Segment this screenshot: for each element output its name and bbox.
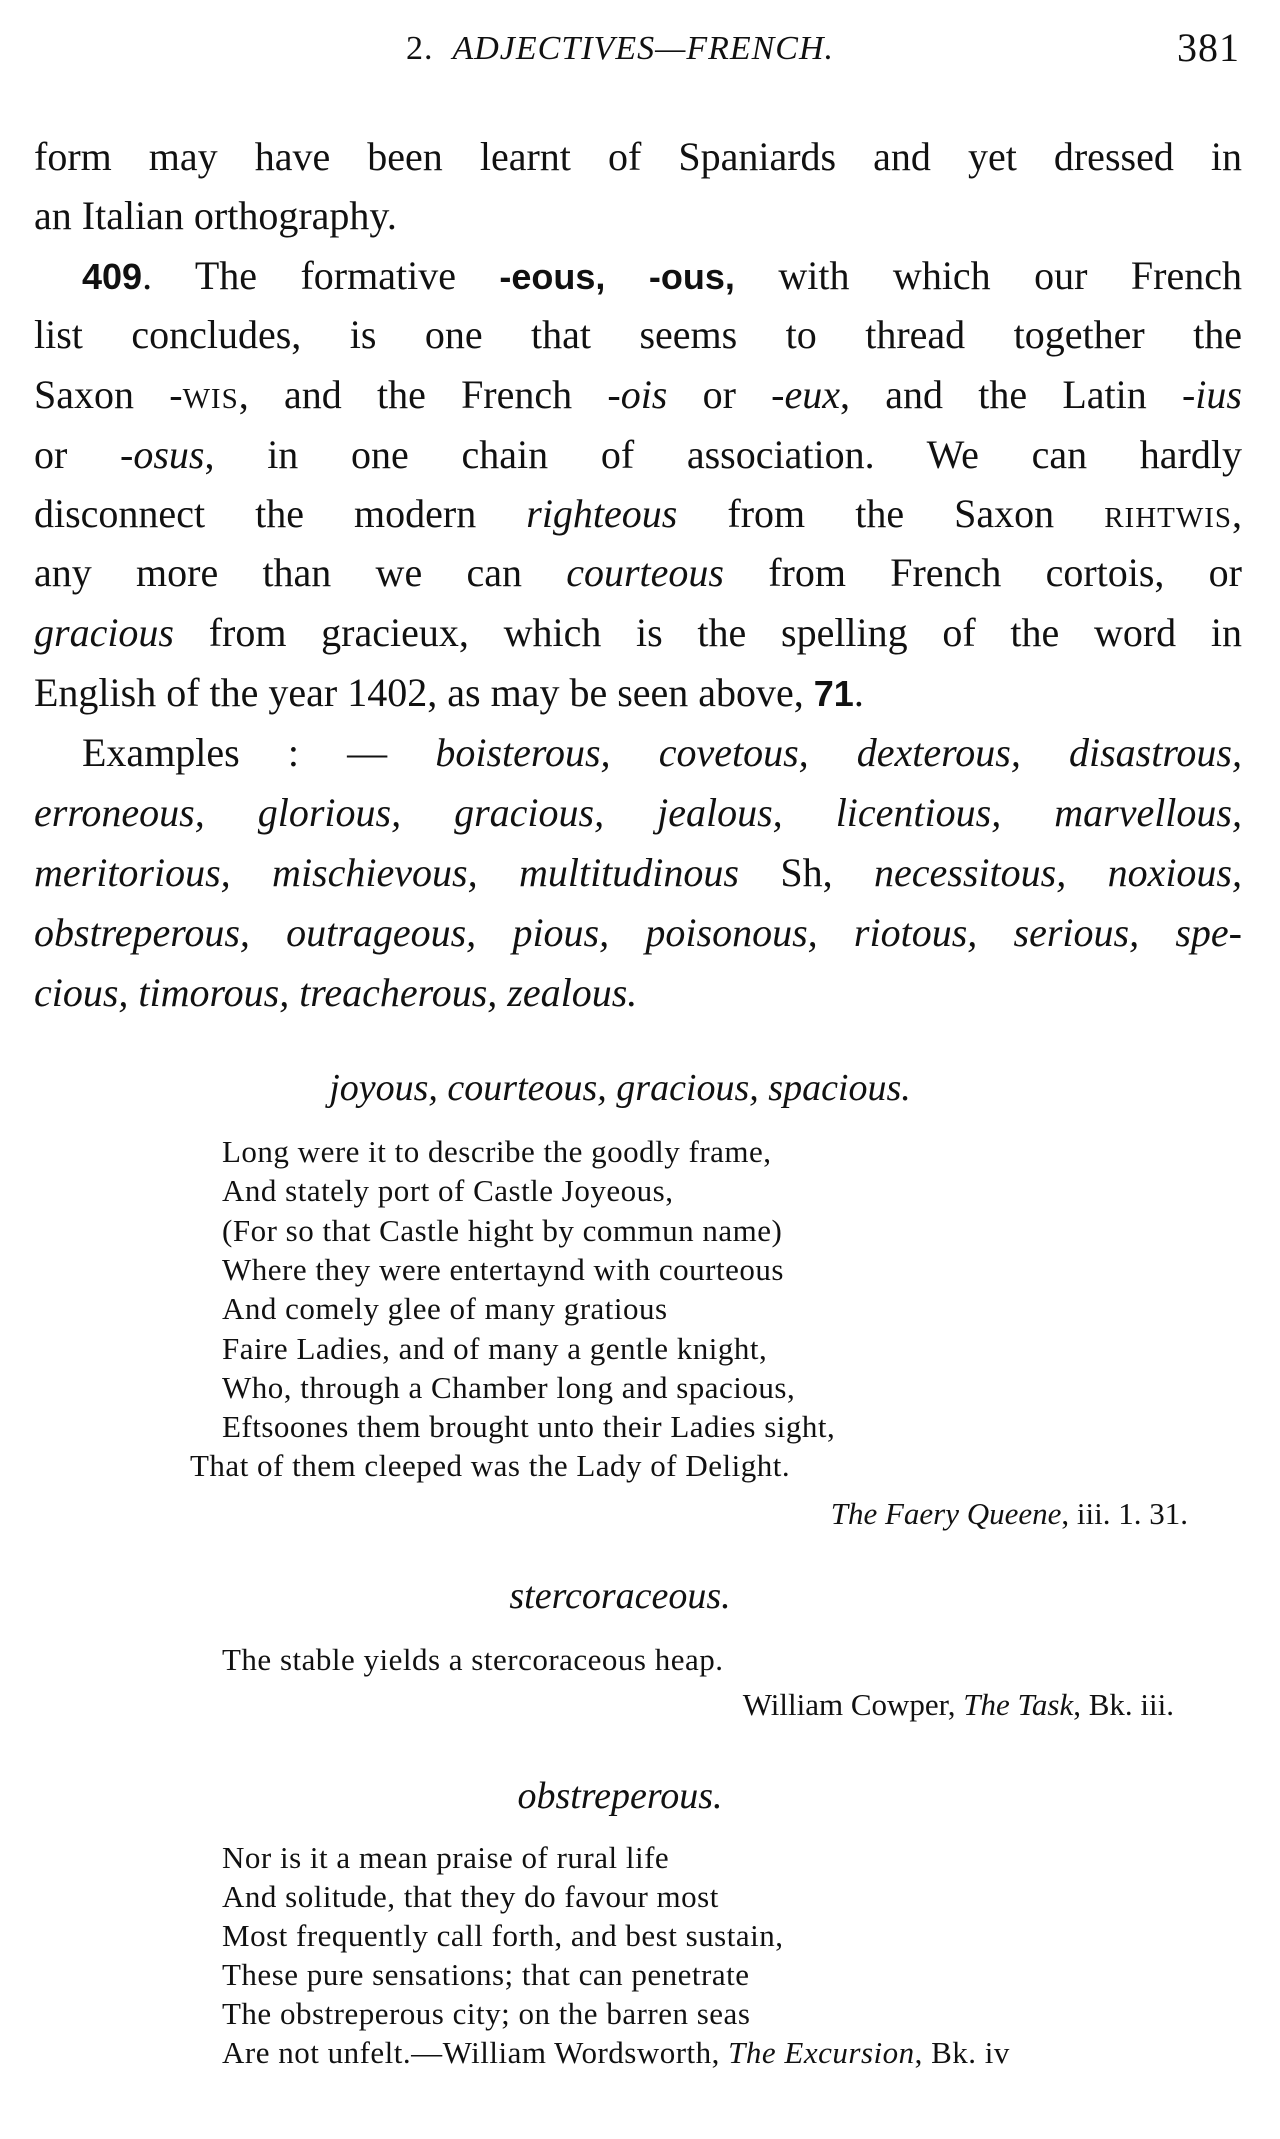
- italic-text: obstreperous, outrageous, pious, poisonous, riotous, serious, spe-: [34, 910, 1242, 955]
- body-line: [34, 132, 1242, 182]
- bold-text: 71: [813, 673, 854, 714]
- body-line: [34, 489, 1242, 543]
- text: Sh,: [738, 850, 874, 895]
- poem-line: Eftsoones them brought unto their Ladies sight,: [222, 1409, 836, 1445]
- text: Saxon -: [34, 372, 183, 417]
- text: from the Saxon: [677, 491, 1105, 536]
- text: . The formative: [142, 253, 500, 298]
- body-line: [34, 370, 1242, 424]
- text: an Italian orthography.: [34, 193, 397, 238]
- text: or: [667, 372, 772, 417]
- header-section-title: ADJECTIVES—FRENCH.: [452, 30, 835, 67]
- header-section-number: 2.: [405, 30, 434, 67]
- text: ,: [1232, 491, 1243, 536]
- poem-line: (For so that Castle hight by commun name): [222, 1212, 783, 1248]
- attribution-author: William Cowper,: [742, 1687, 964, 1722]
- small-caps-text: WIS: [182, 383, 239, 415]
- text: 1402: [347, 670, 428, 715]
- poem-line: And solitude, that they do favour most: [222, 1879, 719, 1914]
- body-line: [34, 968, 1242, 1018]
- text: from French cortois, or: [723, 550, 1242, 595]
- body-line: [34, 788, 1242, 838]
- italic-text: boisterous, covetous, dexterous, disastrous,: [435, 730, 1242, 775]
- attribution-ref: , Bk. iv: [914, 2035, 1010, 2070]
- poem-line: Where they were entertaynd with courteous: [222, 1251, 784, 1287]
- text: form may have been learnt of Spaniards and yet dressed in: [34, 134, 1242, 179]
- text: list concludes, is one that seems to thread together the: [34, 312, 1242, 357]
- italic-text: cious, timorous, treacherous, zealous.: [34, 970, 638, 1015]
- text: any more than we can: [34, 550, 567, 595]
- text: , in one chain of association. We can hardly: [204, 432, 1242, 477]
- poem-line: [222, 2034, 1010, 2072]
- poem-line: Who, through a Chamber long and spacious,: [222, 1369, 796, 1405]
- attribution-cowper: [743, 1687, 1174, 1723]
- poem-line: Most frequently call forth, and best sustain,: [222, 1918, 784, 1953]
- text: Examples : —: [82, 730, 436, 775]
- attribution-title: The Faery Queene: [830, 1496, 1062, 1531]
- body-line: [34, 608, 1242, 658]
- italic-text: -eux: [771, 372, 840, 417]
- poem-line-text: Are not unfelt.—William Wordsworth,: [222, 2035, 729, 2070]
- text: , and the Latin: [840, 372, 1182, 417]
- body-line: [34, 310, 1242, 360]
- body-line: [34, 430, 1242, 480]
- body-line: [34, 908, 1242, 958]
- poem-line: Nor is it a mean praise of rural life: [222, 1840, 670, 1875]
- text: English of the year: [34, 670, 348, 715]
- text: from gracieux, which is the spelling of the word in: [174, 610, 1242, 655]
- page-number: 381: [1177, 25, 1240, 70]
- body-line: [82, 251, 1242, 302]
- poem-line: And stately port of Castle Joyeous,: [222, 1173, 674, 1209]
- attribution-ref: , Bk. iii.: [1073, 1687, 1174, 1722]
- section-heading-obstreperous: obstreperous.: [517, 1775, 723, 1817]
- italic-text: courteous: [566, 550, 724, 595]
- attribution-title: The Task: [963, 1687, 1074, 1722]
- attribution-title: The Excursion: [728, 2035, 915, 2070]
- cowper-quote: The stable yields a stercoraceous heap.: [222, 1642, 724, 1677]
- section-heading-stercoraceous: stercoraceous.: [509, 1575, 731, 1617]
- poem-line: These pure sensations; that can penetrate: [222, 1957, 750, 1992]
- italic-text: meritorious, mischievous, multitudinous: [34, 850, 739, 895]
- poem-line: Faire Ladies, and of many a gentle knight,: [222, 1330, 768, 1366]
- header-title: [0, 30, 1240, 68]
- italic-text: erroneous, glorious, gracious, jealous, licentious, marvellous,: [34, 790, 1242, 835]
- body-line: [82, 728, 1242, 778]
- text: , and the French: [238, 372, 608, 417]
- body-line: [34, 191, 1242, 241]
- poem-line: Long were it to describe the goodly frame,: [222, 1134, 772, 1169]
- attribution-ref: , iii. 1. 31.: [1061, 1496, 1188, 1531]
- text: with which our French: [734, 253, 1242, 298]
- text: .: [853, 670, 864, 715]
- section-heading-joyous: joyous, courteous, gracious, spacious.: [329, 1067, 911, 1109]
- italic-text: -ius: [1181, 372, 1242, 417]
- italic-text: necessitous, noxious,: [874, 850, 1243, 895]
- italic-text: -ois: [607, 372, 668, 417]
- bold-text: -eous, -ous,: [499, 256, 735, 297]
- text: or: [34, 432, 121, 477]
- poem-line: That of them cleeped was the Lady of Delight.: [190, 1448, 791, 1484]
- attribution-faery-queene: [831, 1496, 1188, 1532]
- italic-text: -osus: [120, 432, 205, 477]
- italic-text: righteous: [526, 491, 678, 536]
- body-line: [34, 548, 1242, 598]
- body-line: [34, 668, 1242, 719]
- poem-line: And comely glee of many gratious: [222, 1291, 668, 1327]
- poem-line: The obstreperous city; on the barren seas: [222, 1996, 751, 2031]
- italic-text: gracious: [34, 610, 174, 655]
- body-line: [34, 848, 1242, 898]
- text: , as may be seen above,: [427, 670, 814, 715]
- bold-text: 409: [82, 256, 143, 297]
- text: disconnect the modern: [34, 491, 527, 536]
- small-caps-text: RIHTWIS: [1104, 502, 1233, 534]
